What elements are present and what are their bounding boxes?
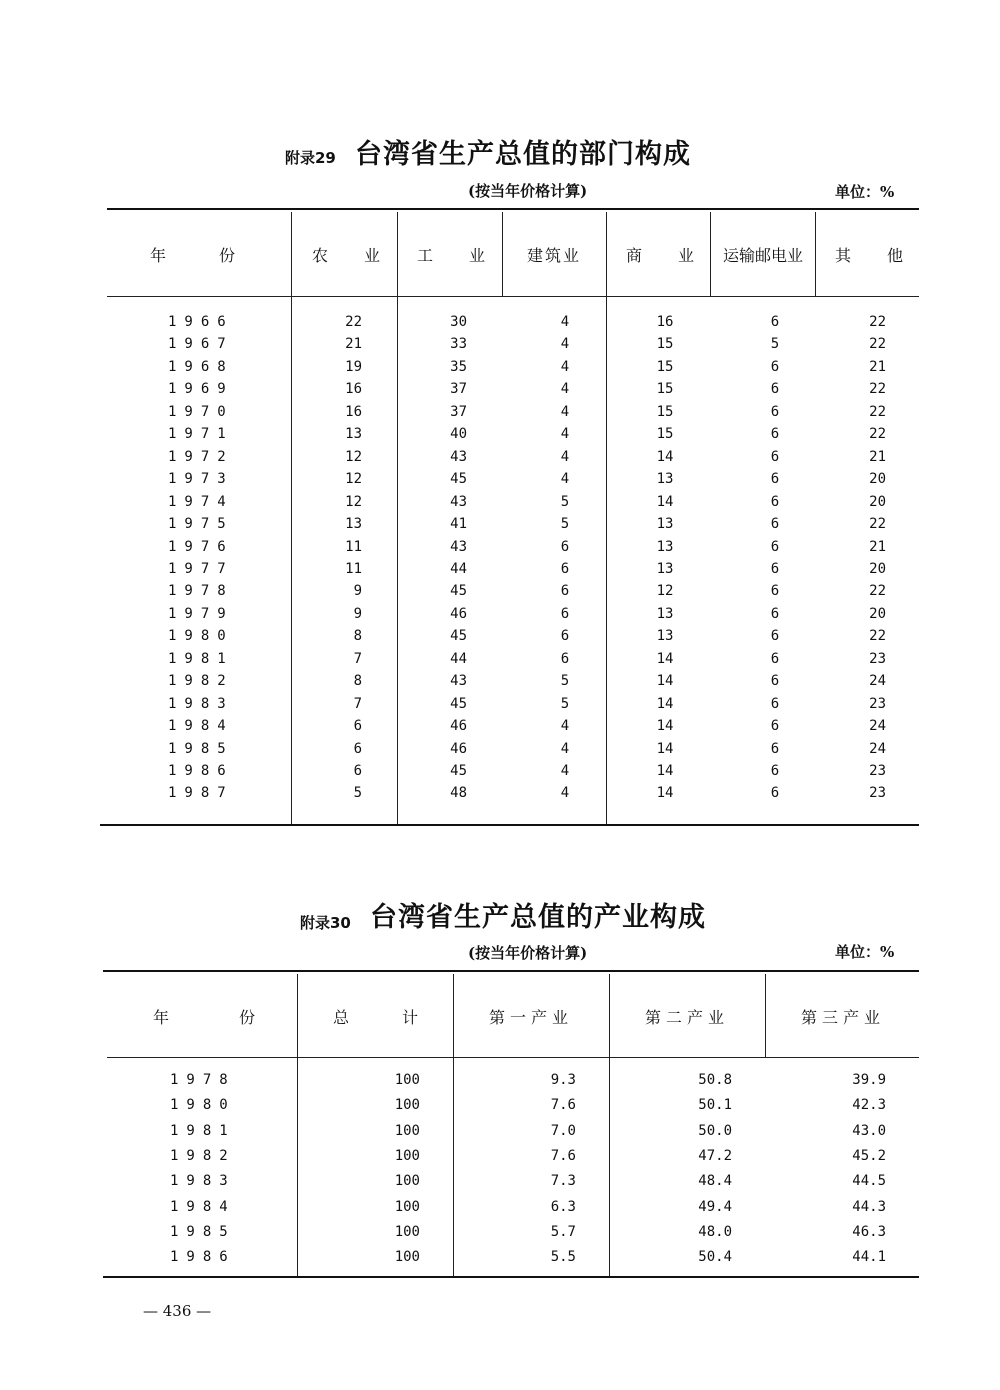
cell-construction: 6 [560, 538, 570, 555]
cell-year: 1973 [168, 471, 234, 488]
cell-total: 100 [394, 1173, 420, 1190]
cell-construction: 5 [560, 695, 570, 712]
table-row [0, 1097, 1000, 1119]
table30-prefix: 附录30 [300, 914, 351, 932]
cell-primary: 7.6 [550, 1097, 576, 1114]
table-row [0, 516, 1000, 538]
cell-commerce: 15 [656, 403, 674, 420]
cell-industry: 37 [450, 403, 467, 420]
cell-secondary: 50.1 [698, 1097, 732, 1114]
cell-primary: 5.7 [550, 1223, 576, 1240]
cell-other: 22 [869, 381, 886, 398]
table-row [0, 1072, 1000, 1094]
cell-other: 22 [869, 403, 886, 420]
cell-agriculture: 11 [345, 560, 362, 577]
cell-other: 20 [869, 605, 886, 622]
cell-commerce: 15 [656, 336, 674, 353]
cell-agriculture: 16 [345, 381, 362, 398]
cell-tertiary: 43.0 [852, 1122, 886, 1139]
cell-construction: 4 [560, 740, 570, 757]
table29-header-year: 年 份 [150, 246, 235, 265]
table29-header-industry: 工 业 [417, 246, 485, 265]
cell-industry: 48 [450, 785, 467, 802]
cell-year: 1982 [168, 673, 234, 690]
cell-agriculture: 7 [353, 650, 362, 667]
table-row [0, 1249, 1000, 1271]
cell-industry: 45 [450, 628, 467, 645]
cell-transport: 6 [770, 650, 780, 667]
table-row [0, 539, 1000, 561]
cell-commerce: 13 [656, 628, 674, 645]
table29-title: 台湾省生产总值的部门构成 [355, 139, 691, 170]
cell-transport: 6 [770, 448, 780, 465]
cell-industry: 45 [450, 471, 467, 488]
table29-top-rule [107, 208, 919, 210]
table-row [0, 651, 1000, 673]
cell-agriculture: 22 [345, 314, 362, 330]
table30-header-secondary: 第二产业 [644, 1008, 729, 1027]
table30-col-divider [765, 974, 766, 1057]
table29-header-transport: 运输邮电业 [722, 246, 803, 265]
table30-header-primary: 第一产业 [488, 1008, 573, 1027]
cell-primary: 6.3 [550, 1198, 576, 1215]
cell-transport: 6 [770, 403, 780, 420]
cell-year: 1978 [170, 1072, 236, 1088]
cell-total: 100 [394, 1198, 420, 1215]
cell-construction: 4 [560, 381, 570, 398]
cell-construction: 6 [560, 583, 570, 600]
cell-other: 22 [869, 628, 886, 645]
cell-transport: 6 [770, 560, 780, 577]
cell-commerce: 13 [656, 471, 674, 488]
cell-construction: 6 [560, 605, 570, 622]
cell-agriculture: 13 [345, 516, 362, 533]
cell-secondary: 50.8 [698, 1072, 732, 1088]
cell-commerce: 14 [656, 740, 674, 757]
cell-other: 20 [869, 493, 886, 510]
cell-tertiary: 44.5 [852, 1173, 886, 1190]
cell-commerce: 14 [656, 448, 674, 465]
cell-other: 21 [869, 358, 886, 375]
cell-other: 23 [869, 650, 886, 667]
cell-year: 1985 [170, 1223, 236, 1240]
cell-transport: 5 [770, 336, 780, 353]
cell-tertiary: 46.3 [852, 1223, 886, 1240]
cell-total: 100 [394, 1122, 420, 1139]
cell-construction: 4 [560, 718, 570, 735]
cell-industry: 46 [450, 740, 467, 757]
cell-tertiary: 42.3 [852, 1097, 886, 1114]
cell-industry: 30 [450, 314, 467, 330]
table-row [0, 1199, 1000, 1221]
cell-agriculture: 21 [345, 336, 362, 353]
table29-header-rule [107, 296, 919, 297]
cell-year: 1979 [168, 605, 234, 622]
table30-title: 台湾省生产总值的产业构成 [370, 902, 706, 933]
table30-header-year: 年 份 [153, 1008, 255, 1027]
cell-agriculture: 16 [345, 403, 362, 420]
cell-industry: 46 [450, 718, 467, 735]
cell-industry: 37 [450, 381, 467, 398]
table-row [0, 426, 1000, 448]
cell-agriculture: 5 [353, 785, 362, 802]
table30-header-total: 总 计 [333, 1008, 418, 1027]
cell-other: 22 [869, 314, 886, 330]
cell-tertiary: 44.3 [852, 1198, 886, 1215]
cell-construction: 6 [560, 650, 570, 667]
cell-year: 1986 [170, 1249, 236, 1266]
table29-col-divider [815, 212, 816, 296]
cell-year: 1984 [168, 718, 234, 735]
cell-transport: 6 [770, 358, 780, 375]
cell-other: 24 [869, 673, 886, 690]
cell-agriculture: 13 [345, 426, 362, 443]
cell-commerce: 13 [656, 516, 674, 533]
table30-top-rule [103, 970, 919, 972]
cell-year: 1982 [170, 1147, 236, 1164]
cell-transport: 6 [770, 763, 780, 779]
cell-other: 24 [869, 718, 886, 735]
cell-year: 1983 [170, 1173, 236, 1190]
cell-year: 1968 [168, 358, 234, 375]
cell-transport: 6 [770, 785, 780, 802]
cell-agriculture: 7 [353, 695, 362, 712]
cell-agriculture: 11 [345, 538, 362, 555]
cell-agriculture: 12 [345, 471, 362, 488]
table29-header-construction: 建筑业 [526, 246, 581, 265]
cell-commerce: 14 [656, 695, 674, 712]
cell-year: 1971 [168, 426, 234, 443]
cell-other: 24 [869, 740, 886, 757]
cell-industry: 45 [450, 695, 467, 712]
cell-primary: 7.0 [550, 1122, 576, 1139]
cell-construction: 4 [560, 314, 570, 330]
cell-construction: 4 [560, 426, 570, 443]
table29-bottom-rule [100, 824, 919, 826]
cell-transport: 6 [770, 605, 780, 622]
cell-construction: 4 [560, 785, 570, 802]
cell-other: 20 [869, 471, 886, 488]
cell-year: 1967 [168, 336, 234, 353]
cell-total: 100 [394, 1072, 420, 1088]
cell-commerce: 15 [656, 358, 674, 375]
cell-commerce: 12 [656, 583, 674, 600]
cell-year: 1981 [168, 650, 234, 667]
cell-year: 1986 [168, 763, 234, 779]
cell-agriculture: 6 [353, 718, 362, 735]
cell-industry: 43 [450, 493, 467, 510]
cell-primary: 9.3 [550, 1072, 576, 1088]
cell-other: 20 [869, 560, 886, 577]
table29-col-divider [710, 212, 711, 296]
cell-other: 21 [869, 538, 886, 555]
cell-tertiary: 45.2 [852, 1147, 886, 1164]
cell-year: 1985 [168, 740, 234, 757]
table30-unit: 单位：% [835, 943, 895, 961]
table-row [0, 696, 1000, 718]
cell-agriculture: 8 [353, 673, 362, 690]
cell-transport: 6 [770, 718, 780, 735]
cell-construction: 4 [560, 358, 570, 375]
cell-year: 1976 [168, 538, 234, 555]
cell-agriculture: 12 [345, 493, 362, 510]
cell-total: 100 [394, 1147, 420, 1164]
page-number: — 436 — [143, 1302, 212, 1320]
cell-other: 23 [869, 785, 886, 802]
table29-col-divider [502, 212, 503, 296]
cell-industry: 44 [450, 650, 467, 667]
cell-commerce: 13 [656, 560, 674, 577]
cell-industry: 43 [450, 673, 467, 690]
cell-construction: 4 [560, 471, 570, 488]
cell-year: 1977 [168, 560, 234, 577]
table-row [0, 718, 1000, 740]
cell-transport: 6 [770, 583, 780, 600]
cell-construction: 6 [560, 628, 570, 645]
cell-commerce: 15 [656, 426, 674, 443]
cell-industry: 40 [450, 426, 467, 443]
cell-transport: 6 [770, 740, 780, 757]
cell-agriculture: 8 [353, 628, 362, 645]
cell-tertiary: 39.9 [852, 1072, 886, 1088]
table-row [0, 673, 1000, 695]
cell-industry: 41 [450, 516, 467, 533]
cell-commerce: 13 [656, 605, 674, 622]
cell-secondary: 48.0 [698, 1223, 732, 1240]
cell-transport: 6 [770, 493, 780, 510]
cell-year: 1980 [168, 628, 234, 645]
cell-year: 1972 [168, 448, 234, 465]
table-row [0, 336, 1000, 358]
cell-transport: 6 [770, 673, 780, 690]
cell-construction: 4 [560, 403, 570, 420]
table-row [0, 1224, 1000, 1246]
table29-prefix: 附录29 [285, 149, 336, 167]
table30-bottom-rule [103, 1276, 919, 1278]
cell-industry: 43 [450, 538, 467, 555]
cell-year: 1974 [168, 493, 234, 510]
cell-transport: 6 [770, 471, 780, 488]
table-row [0, 404, 1000, 426]
cell-transport: 6 [770, 381, 780, 398]
cell-transport: 6 [770, 516, 780, 533]
table-row [0, 628, 1000, 650]
cell-construction: 4 [560, 448, 570, 465]
cell-primary: 7.6 [550, 1147, 576, 1164]
cell-agriculture: 12 [345, 448, 362, 465]
cell-transport: 6 [770, 314, 780, 330]
cell-transport: 6 [770, 426, 780, 443]
cell-construction: 4 [560, 336, 570, 353]
cell-year: 1980 [170, 1097, 236, 1114]
cell-construction: 5 [560, 516, 570, 533]
cell-secondary: 50.0 [698, 1122, 732, 1139]
cell-agriculture: 6 [353, 763, 362, 779]
table-row [0, 314, 1000, 336]
cell-secondary: 49.4 [698, 1198, 732, 1215]
cell-other: 21 [869, 448, 886, 465]
cell-year: 1983 [168, 695, 234, 712]
cell-year: 1981 [170, 1122, 236, 1139]
table-row [0, 1123, 1000, 1145]
cell-year: 1966 [168, 314, 234, 330]
cell-total: 100 [394, 1223, 420, 1240]
cell-primary: 5.5 [550, 1249, 576, 1266]
table-row [0, 1148, 1000, 1170]
cell-commerce: 13 [656, 538, 674, 555]
table-row [0, 449, 1000, 471]
cell-other: 22 [869, 583, 886, 600]
cell-industry: 46 [450, 605, 467, 622]
cell-secondary: 50.4 [698, 1249, 732, 1266]
cell-industry: 33 [450, 336, 467, 353]
cell-commerce: 14 [656, 673, 674, 690]
table-row [0, 471, 1000, 493]
cell-year: 1978 [168, 583, 234, 600]
table30-subtitle: (按当年价格计算) [468, 944, 588, 962]
cell-commerce: 14 [656, 763, 674, 779]
cell-construction: 4 [560, 763, 570, 779]
cell-agriculture: 6 [353, 740, 362, 757]
table29-subtitle: (按当年价格计算) [468, 182, 588, 200]
cell-other: 22 [869, 516, 886, 533]
cell-construction: 5 [560, 493, 570, 510]
cell-primary: 7.3 [550, 1173, 576, 1190]
cell-year: 1970 [168, 403, 234, 420]
table-row [0, 561, 1000, 583]
table-row [0, 583, 1000, 605]
cell-agriculture: 9 [353, 583, 362, 600]
cell-industry: 45 [450, 583, 467, 600]
cell-commerce: 16 [656, 314, 674, 330]
table-row [0, 741, 1000, 763]
cell-agriculture: 19 [345, 358, 362, 375]
cell-secondary: 48.4 [698, 1173, 732, 1190]
cell-transport: 6 [770, 538, 780, 555]
cell-transport: 6 [770, 628, 780, 645]
cell-year: 1975 [168, 516, 234, 533]
table29-header-agriculture: 农 业 [312, 246, 380, 265]
cell-industry: 44 [450, 560, 467, 577]
cell-transport: 6 [770, 695, 780, 712]
cell-other: 23 [869, 695, 886, 712]
table-row [0, 606, 1000, 628]
table-row [0, 1173, 1000, 1195]
cell-year: 1987 [168, 785, 234, 802]
cell-other: 22 [869, 426, 886, 443]
cell-tertiary: 44.1 [852, 1249, 886, 1266]
cell-year: 1984 [170, 1198, 236, 1215]
table-row [0, 763, 1000, 785]
table-row [0, 494, 1000, 516]
cell-commerce: 14 [656, 785, 674, 802]
table29-header-commerce: 商 业 [626, 246, 694, 265]
table30-header-rule [107, 1057, 919, 1058]
table29-header-other: 其 他 [835, 246, 903, 265]
cell-other: 23 [869, 763, 886, 779]
cell-total: 100 [394, 1249, 420, 1266]
cell-industry: 35 [450, 358, 467, 375]
cell-commerce: 14 [656, 493, 674, 510]
cell-secondary: 47.2 [698, 1147, 732, 1164]
table-row [0, 785, 1000, 807]
cell-total: 100 [394, 1097, 420, 1114]
table29-unit: 单位：% [835, 183, 895, 201]
table-row [0, 381, 1000, 403]
cell-commerce: 14 [656, 650, 674, 667]
cell-other: 22 [869, 336, 886, 353]
table30-header-tertiary: 第三产业 [800, 1008, 885, 1027]
cell-commerce: 15 [656, 381, 674, 398]
cell-year: 1969 [168, 381, 234, 398]
cell-construction: 6 [560, 560, 570, 577]
table-row [0, 359, 1000, 381]
cell-industry: 43 [450, 448, 467, 465]
cell-construction: 5 [560, 673, 570, 690]
cell-commerce: 14 [656, 718, 674, 735]
cell-industry: 45 [450, 763, 467, 779]
cell-agriculture: 9 [353, 605, 362, 622]
